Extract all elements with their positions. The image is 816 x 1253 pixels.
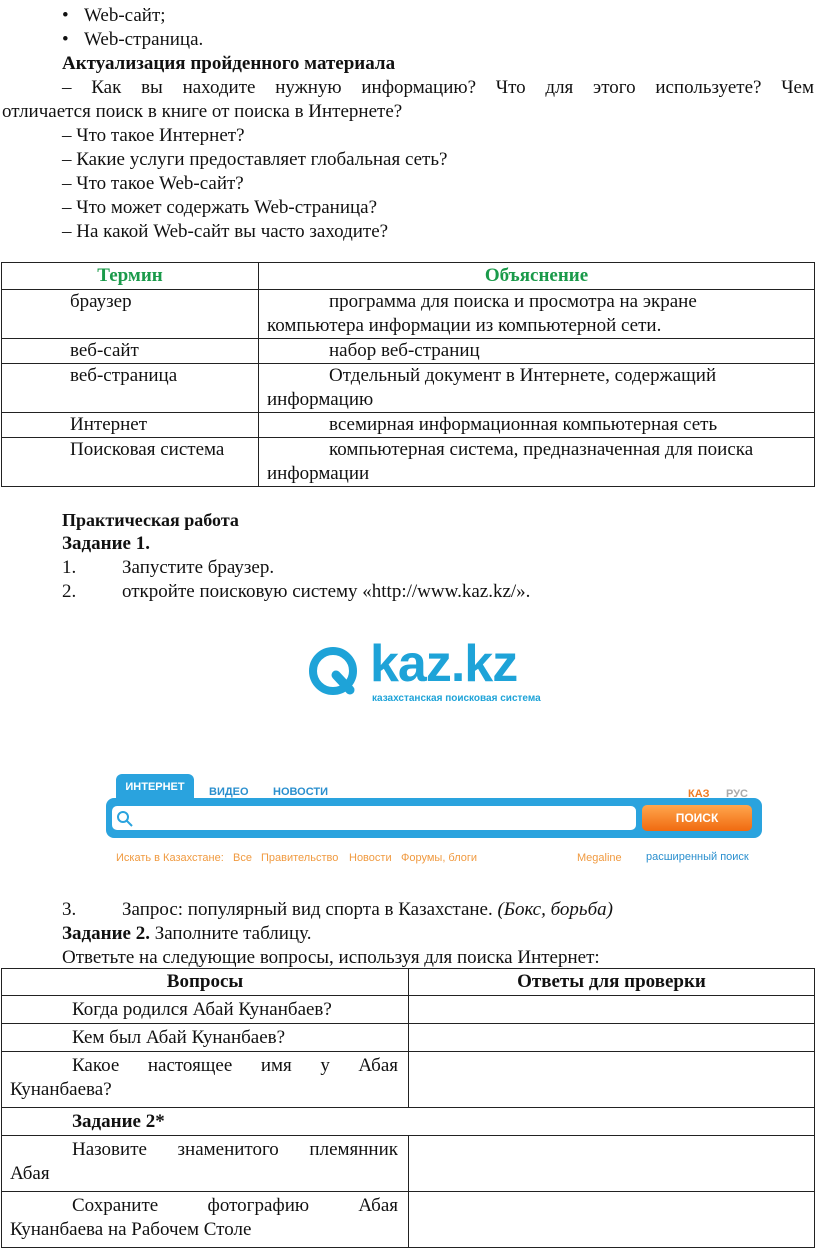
- question-text: Кем был Абай Кунанбаев?: [72, 1027, 286, 1048]
- explanation-line: информацию: [267, 389, 374, 410]
- answer-cell[interactable]: [409, 1192, 815, 1248]
- task1-heading: Задание 1.: [62, 533, 150, 554]
- term-cell: браузер: [2, 290, 259, 339]
- table-row: [2, 339, 815, 364]
- question-text: Назовите знаменитого племянник: [72, 1139, 398, 1160]
- link-government[interactable]: Правительство: [261, 852, 339, 864]
- term-cell: веб-сайт: [2, 339, 259, 364]
- kaz-logo-text: kaz.kz: [370, 635, 518, 693]
- magnifier-logo-icon: [306, 644, 366, 704]
- explanation-line: компьютера информации из компьютерной сети.: [267, 315, 662, 336]
- step-text: Запустите браузер.: [122, 557, 275, 578]
- link-news[interactable]: Новости: [349, 852, 392, 864]
- question-line: – Какие услуги предоставляет глобальная сеть?: [62, 149, 448, 170]
- bullet-glyph: •: [62, 29, 69, 50]
- terms-header-explanation: Объяснение: [259, 263, 815, 290]
- task2-instruction: Ответьте на следующие вопросы, используя для поиска Интернет:: [62, 947, 600, 968]
- links-label: Искать в Казахстане:: [116, 852, 224, 864]
- kaz-logo-subtitle: казахстанская поисковая система: [372, 693, 541, 704]
- link-advanced-search[interactable]: расширенный поиск: [646, 851, 749, 863]
- link-forums[interactable]: Форумы, блоги: [401, 852, 478, 864]
- table-row: [2, 364, 815, 413]
- term-cell: Интернет: [2, 413, 259, 438]
- question-cell: [2, 1024, 409, 1052]
- question-line: отличается поиск в книге от поиска в Интернете?: [2, 101, 403, 122]
- table-row: [2, 413, 815, 438]
- question-cell: [2, 1136, 409, 1192]
- qa-header-questions: Вопросы: [2, 969, 409, 996]
- explanation-line: всемирная информационная компьютерная сеть: [329, 414, 718, 435]
- table-row: [2, 1136, 815, 1192]
- practice-heading: Практическая работа: [62, 510, 239, 530]
- section-row: Задание 2*: [2, 1108, 815, 1136]
- term-cell: Поисковая система: [2, 438, 259, 487]
- actualization-heading: Актуализация пройденного материала: [62, 53, 396, 74]
- table-row: [2, 1108, 815, 1136]
- step-number: 2.: [62, 581, 77, 602]
- step-number: 3.: [62, 899, 77, 920]
- task2-text: Заполните таблицу.: [149, 923, 312, 944]
- answer-cell[interactable]: [409, 1024, 815, 1052]
- explanation-line: программа для поиска и просмотра на экране: [329, 291, 697, 312]
- link-all[interactable]: Все: [233, 852, 252, 864]
- question-text: Кунанбаева?: [10, 1079, 112, 1100]
- step-text: Запрос: популярный вид спорта в Казахстане.: [122, 899, 498, 920]
- question-text: Сохраните фотографию Абая: [72, 1195, 398, 1216]
- search-button[interactable]: ПОИСК: [642, 805, 752, 831]
- qa-table: [1, 968, 815, 1248]
- step-text: откройте поисковую систему «http://www.kaz.kz/».: [122, 581, 531, 602]
- explanation-cell: [259, 290, 815, 339]
- table-row: [2, 438, 815, 487]
- tab-news[interactable]: НОВОСТИ: [273, 786, 329, 798]
- question-text: Кунанбаева на Рабочем Столе: [10, 1219, 252, 1240]
- lang-rus[interactable]: РУС: [726, 788, 748, 800]
- question-cell: [2, 996, 409, 1024]
- step-number: 1.: [62, 557, 77, 578]
- explanation-cell: [259, 339, 815, 364]
- task2-line: [62, 922, 311, 946]
- question-line: – Что может содержать Web-страница?: [62, 197, 378, 218]
- table-row: [2, 1192, 815, 1248]
- bullet-item: [62, 28, 203, 52]
- question-line: – Как вы находите нужную информацию? Что для этого используете? Чем: [62, 77, 814, 98]
- step-item: [62, 556, 274, 580]
- step-answer: (Бокс, борьба): [497, 899, 613, 920]
- step-item: [62, 580, 530, 604]
- table-row: [2, 1024, 815, 1052]
- lang-kaz[interactable]: КАЗ: [688, 788, 710, 800]
- explanation-cell: [259, 364, 815, 413]
- question-line: – Что такое Интернет?: [62, 125, 245, 146]
- search-input[interactable]: [112, 806, 636, 830]
- answer-cell[interactable]: [409, 1136, 815, 1192]
- question-text: Абая: [10, 1163, 50, 1184]
- link-megaline[interactable]: Megaline: [577, 852, 622, 864]
- question-line: – На какой Web-сайт вы часто заходите?: [62, 221, 389, 242]
- explanation-cell: [259, 438, 815, 487]
- qa-header-answers: Ответы для проверки: [409, 969, 815, 996]
- answer-cell[interactable]: [409, 996, 815, 1024]
- tab-video[interactable]: ВИДЕО: [209, 786, 249, 798]
- tab-internet[interactable]: ИНТЕРНЕТ: [116, 774, 194, 800]
- explanation-line: Отдельный документ в Интернете, содержащий: [329, 365, 717, 386]
- answer-cell[interactable]: [409, 1052, 815, 1108]
- explanation-line: компьютерная система, предназначенная для поиска: [329, 439, 754, 460]
- table-row: [2, 1052, 815, 1108]
- table-row: [2, 290, 815, 339]
- explanation-cell: [259, 413, 815, 438]
- terms-table: [1, 262, 815, 487]
- question-text: Когда родился Абай Кунанбаев?: [72, 999, 332, 1020]
- question-cell: [2, 1052, 409, 1108]
- bullet-glyph: •: [62, 5, 69, 26]
- task2-label: Задание 2.: [62, 923, 150, 944]
- bullet-item: [62, 4, 166, 28]
- term-cell: веб-страница: [2, 364, 259, 413]
- table-row: [2, 996, 815, 1024]
- explanation-line: набор веб-страниц: [329, 340, 480, 361]
- question-cell: [2, 1192, 409, 1248]
- question-text: Какое настоящее имя у Абая: [72, 1055, 398, 1076]
- bullet-text: Web-сайт;: [84, 5, 166, 26]
- explanation-line: информации: [267, 463, 370, 484]
- terms-header-term: Термин: [2, 263, 259, 290]
- search-icon: [116, 810, 134, 828]
- bullet-text: Web-страница.: [84, 29, 204, 50]
- step-item: [62, 898, 613, 922]
- question-line: – Что такое Web-сайт?: [62, 173, 244, 194]
